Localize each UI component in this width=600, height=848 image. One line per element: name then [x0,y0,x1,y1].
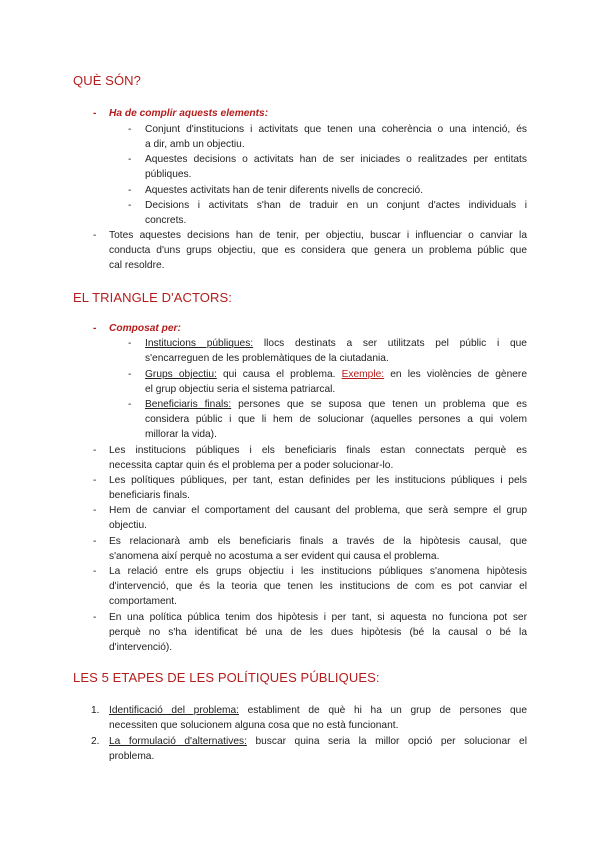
term-label: Beneficiaris finals: [145,399,232,410]
list-marker: - [128,185,132,196]
list-item: objectiu. [109,520,147,531]
heading-etapes: LES 5 ETAPES DE LES POLÍTIQUES PÚBLIQUES: [73,670,380,685]
term-text: en les violències de gènere [384,369,527,380]
list-number: 2. [91,736,100,747]
list-item-etapa-2 [109,734,527,749]
term-text: llocs destinats a ser utilitzats pel públic i que [253,338,527,349]
list-number: 1. [91,705,100,716]
list-item: comportament. [109,596,177,607]
list-item: perquè no s'ha identificat bé una de les dues hipòtesis (bé la causal o bé la [109,627,527,638]
list-item: En una política pública tenim dos hipòtesis i per tant, si aquesta no funciona pot ser [109,612,527,623]
term-text: el grup objectiu seria el sistema patriarcal. [145,384,336,395]
list-item: Aquestes decisions o activitats han de ser iniciades o realitzades per entitats [145,154,527,165]
list-item: beneficiaris finals. [109,490,190,501]
term-text: s'encarreguen de les problemàtiques de la ciutadania. [145,353,389,364]
list-item: a dir, amb un objectiu. [145,139,245,150]
list-marker: - [128,369,132,380]
list-item-beneficiaris [145,397,527,412]
list-item-etapa-1 [109,703,527,718]
list-marker: - [93,475,97,486]
term-label: Institucions públiques: [145,338,254,349]
list-item: Decisions i activitats s'han de traduir en un conjunt d'actes individuals i [145,200,527,211]
list-item: conducta d'uns grups objectiu, que es considera que genera un problema públic que [109,245,527,256]
list-item: concrets. [145,215,187,226]
term-text: considera públic i que li hem de solucionar (aquelles persones a qui volem [145,414,527,425]
list-marker: - [128,124,132,135]
list-item: d'intervenció, que és la teoria que tenen les institucions de com es pot canviar el [109,581,527,592]
list-marker: - [93,505,97,516]
list-item: s'anomena així perquè no acostuma a ser evident qui causa el problema. [109,551,440,562]
list-item: Les polítiques públiques, per tant, estan definides per les institucions públiques i pels [109,475,527,486]
subheading-elements: Ha de complir aquests elements: [109,108,269,119]
term-text: buscar quina seria la millor opció per solucionar el [246,736,527,747]
list-marker: - [93,323,97,334]
list-marker: - [93,612,97,623]
list-marker: - [128,154,132,165]
list-item: Les institucions públiques i els beneficiaris finals estan connectats perquè es [109,445,527,456]
heading-que-son: QUÈ SÓN? [73,73,141,88]
example-label: Exemple: [341,369,385,380]
list-item: necessita captar quin és el problema per a poder solucionar-lo. [109,460,394,471]
list-item: Totes aquestes decisions han de tenir, per objectiu, buscar i influenciar o canviar la [109,230,527,241]
list-marker: - [93,566,97,577]
list-item: Conjunt d'institucions i activitats que tenen una coherència o una intenció, és [145,124,527,135]
list-item-grups [145,367,527,382]
heading-triangle: EL TRIANGLE D'ACTORS: [73,290,232,305]
list-marker: - [93,536,97,547]
term-text: establiment de què hi ha un grup de persones que [238,705,528,716]
list-marker: - [93,445,97,456]
list-item: d'intervenció). [109,642,173,653]
term-label: Identificació del problema: [109,705,239,716]
list-item: públiques. [145,169,192,180]
list-item-institucions [145,336,527,351]
term-text: qui causa el problema. [216,369,342,380]
list-marker: - [128,338,132,349]
term-text: necessiten que solucionem alguna cosa que no està funcionant. [109,720,399,731]
list-marker: - [128,399,132,410]
subheading-composat: Composat per: [109,323,181,334]
list-item: cal resoldre. [109,260,165,271]
term-label: Grups objectiu: [145,369,217,380]
term-text: persones que se suposa que tenen un problema que es [231,399,527,410]
list-item: Aquestes activitats han de tenir diferents nivells de concreció. [145,185,424,196]
list-marker: - [128,200,132,211]
term-label: La formulació d'alternatives: [109,736,247,747]
list-item: Es relacionarà amb els beneficiaris finals a través de la hipòtesis causal, que [109,536,527,547]
list-marker: - [93,108,97,119]
list-item: La relació entre els grups objectiu i les institucions públiques s'anomena hipòtesis [109,566,527,577]
list-marker: - [93,230,97,241]
term-text: millorar la vida). [145,429,217,440]
term-text: problema. [109,751,155,762]
list-item: Hem de canviar el comportament del causant del problema, que serà sempre el grup [109,505,527,516]
